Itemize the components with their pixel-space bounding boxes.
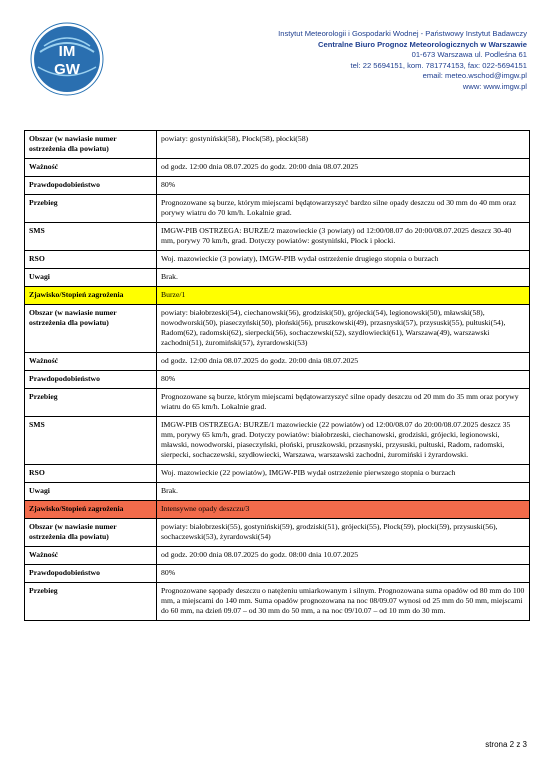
row-label: RSO: [25, 465, 157, 483]
row-value: Woj. mazowieckie (22 powiatów), IMGW-PIB wydał ostrzeżenie pierwszego stopnia o burzach: [157, 465, 530, 483]
row-value: Prognozowane są burze, którym miejscami będątowarzyszyć silne opady deszczu od 20 mm do 35 mm oraz porywy wiatru do 65 km/h. Lokalnie grad.: [157, 389, 530, 417]
institute-contact-block: [278, 29, 527, 93]
row-value: powiaty: białobrzeski(54), ciechanowski(56), grodziski(50), grójecki(54), legionowski(50), mławski(58), nowodworski(50), piaseczyński(50), płoński(56), pruszkowski(49), przasnyski(57), przysuski(55), pułtuski(54), Radom(62), radomski(62), sierpecki(56), sochaczewski(52), szydłowiecki(61), Warszawa(49), warszawski zachodni(51), żuromiński(57), żyrardowski(53): [157, 305, 530, 353]
row-label: Uwagi: [25, 269, 157, 287]
table-row: [25, 483, 530, 501]
table-row: [25, 519, 530, 547]
table-row: [25, 269, 530, 287]
table-row: [25, 251, 530, 269]
address: 01-673 Warszawa ul. Podleśna 61: [411, 50, 527, 60]
table-row: [25, 417, 530, 465]
warning-table: [24, 130, 530, 621]
page-number: strona 2 z 3: [485, 740, 527, 749]
row-label: SMS: [25, 223, 157, 251]
row-value: Prognozowane sąopady deszczu o natężeniu umiarkowanym i silnym. Prognozowana suma opadów od 80 mm do 100 mm, a miejscami do 140 mm. Suma opadów prognozowana na noc 08/09.07 wynosi od 25 mm do 50 mm, miejscami do 60 mm, na dzień 09.07 – od 30 mm do 50 mm, a na noc 09/10.07 – od 10 mm do 30 mm.: [157, 583, 530, 621]
svg-text:GW: GW: [54, 61, 80, 78]
row-label: Obszar (w nawiasie numer ostrzeżenia dla powiatu): [25, 519, 157, 547]
table-row: [25, 159, 530, 177]
row-label: Prawdopodobieństwo: [25, 177, 157, 195]
row-label: Przebieg: [25, 195, 157, 223]
row-value: od godz. 12:00 dnia 08.07.2025 do godz. 20:00 dnia 08.07.2025: [157, 159, 530, 177]
table-row: [25, 583, 530, 621]
row-label: Ważność: [25, 353, 157, 371]
email: email: meteo.wschod@imgw.pl: [422, 71, 527, 81]
row-value: Burze/1: [157, 287, 530, 305]
institute-name: Instytut Meteorologii i Gospodarki Wodnej - Państwowy Instytut Badawczy: [278, 29, 527, 38]
table-row: [25, 565, 530, 583]
imgw-logo: [30, 22, 104, 96]
table-row: [25, 287, 530, 305]
row-value: Brak.: [157, 269, 530, 287]
row-value: powiaty: białobrzeski(55), gostyniński(59), grodziski(51), grójecki(55), Płock(59), płocki(59), przysuski(56), sochaczewski(53), żyrardowski(54): [157, 519, 530, 547]
row-label: Prawdopodobieństwo: [25, 371, 157, 389]
table-row: [25, 501, 530, 519]
row-label: Zjawisko/Stopień zagrożenia: [25, 501, 157, 519]
row-label: Przebieg: [25, 389, 157, 417]
row-value: 80%: [157, 371, 530, 389]
row-value: powiaty: gostyniński(58), Płock(58), płocki(58): [157, 131, 530, 159]
row-value: IMGW-PIB OSTRZEGA: BURZE/2 mazowieckie (3 powiaty) od 12:00/08.07 do 20:00/08.07.2025 deszcz 30-40 mm, porywy 70 km/h, grad. Dotyczy powiatów: gostyniński, Płock i płocki.: [157, 223, 530, 251]
table-row: [25, 371, 530, 389]
svg-text:IM: IM: [58, 43, 76, 60]
table-row: [25, 389, 530, 417]
table-row: [25, 223, 530, 251]
row-label: Uwagi: [25, 483, 157, 501]
table-row: [25, 353, 530, 371]
row-value: Brak.: [157, 483, 530, 501]
table-row: [25, 195, 530, 223]
table-row: [25, 177, 530, 195]
row-label: Ważność: [25, 159, 157, 177]
row-value: 80%: [157, 177, 530, 195]
table-row: [25, 305, 530, 353]
phone-fax: tel: 22 5694151, kom. 781774153, fax: 022-5694151: [350, 60, 527, 70]
page-header: [0, 0, 553, 130]
table-row: [25, 465, 530, 483]
row-label: Prawdopodobieństwo: [25, 565, 157, 583]
row-label: Obszar (w nawiasie numer ostrzeżenia dla powiatu): [25, 131, 157, 159]
table-row: [25, 547, 530, 565]
table-row: [25, 131, 530, 159]
row-value: 80%: [157, 565, 530, 583]
row-label: Obszar (w nawiasie numer ostrzeżenia dla powiatu): [25, 305, 157, 353]
row-value: od godz. 20:00 dnia 08.07.2025 do godz. 08:00 dnia 10.07.2025: [157, 547, 530, 565]
row-label: RSO: [25, 251, 157, 269]
row-label: Przebieg: [25, 583, 157, 621]
row-value: od godz. 12:00 dnia 08.07.2025 do godz. 20:00 dnia 08.07.2025: [157, 353, 530, 371]
row-value: Woj. mazowieckie (3 powiaty), IMGW-PIB wydał ostrzeżenie drugiego stopnia o burzach: [157, 251, 530, 269]
row-label: Zjawisko/Stopień zagrożenia: [25, 287, 157, 305]
row-value: Prognozowane są burze, którym miejscami będątowarzyszyć bardzo silne opady deszczu od 30 mm do 40 mm oraz porywy wiatru do 70 km/h. Lokalnie grad.: [157, 195, 530, 223]
website: www: www.imgw.pl: [462, 81, 527, 91]
row-value: IMGW-PIB OSTRZEGA: BURZE/1 mazowieckie (22 powiatów) od 12:00/08.07 do 20:00/08.07.2025 deszcz 35 mm, porywy 65 km/h, grad. Dotyczy powiatów: białobrzeski, ciechanowski, grodziski, grójecki, legionowski, mławski, nowodworski, piaseczyński, płoński, pruszkowski, przasnyski, przysuski, pułtuski, Radom, radomski, sierpecki, sochaczewski, szydłowiecki, Warszawa, warszawski zachodni, żuromiński i żyrardowski.: [157, 417, 530, 465]
bureau-name: Centralne Biuro Prognoz Meteorologicznych w Warszawie: [318, 39, 527, 49]
row-label: SMS: [25, 417, 157, 465]
row-label: Ważność: [25, 547, 157, 565]
row-value: Intensywne opady deszczu/3: [157, 501, 530, 519]
